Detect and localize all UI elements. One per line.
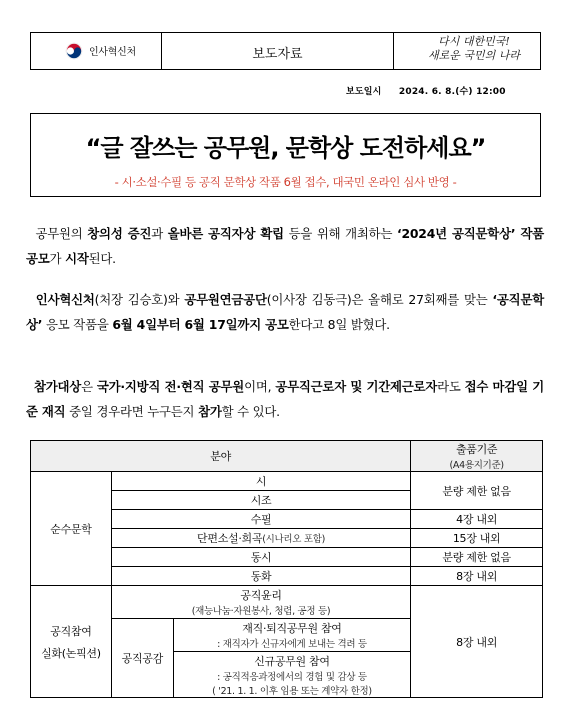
document-type: 보도자료 (252, 47, 303, 62)
slogan-logo: 다시 대한민국! 새로운 국민의 나라 (427, 35, 520, 62)
title-box (30, 113, 541, 197)
genre-cell: 시 (111, 472, 410, 491)
header-box (30, 32, 541, 70)
header-criteria: 출품기준 (A4용지기준) (411, 441, 543, 472)
contest-table (30, 440, 543, 698)
genre-cell: 단편소설·희곡(시나리오 포함) (111, 529, 410, 548)
criteria-cell: 15장 내외 (411, 529, 543, 548)
subcategory-ethics: 공직윤리 (재능나눔·자원봉사, 청렴, 공정 등) (111, 586, 410, 619)
paragraph-2: 인사혁신처(처장 김승호)와 공무원연금공단(이사장 김동극)은 올해로 27회째를 맞는 ‘공직문학상’ 응모 작품을 6월 4일부터 6월 17일까지 공모한다고 8일 밝혔다. (26, 292, 544, 332)
criteria-cell: 분량 제한 없음 (411, 472, 543, 510)
page-subtitle: - 시·소설·수필 등 공직 문학상 작품 6월 접수, 대국민 온라인 심사 반영 - (114, 175, 457, 189)
category-nonfiction: 공직참여 실화(논픽션) (31, 586, 112, 698)
header-field: 분야 (31, 441, 411, 472)
table-header-row (31, 441, 543, 472)
header-divider (393, 33, 394, 69)
release-label: 보도일시 (346, 87, 382, 97)
criteria-cell: 분량 제한 없음 (411, 548, 543, 567)
paragraph-3: 참가대상은 국가·지방직 전·현직 공무원이며, 공무직근로자 및 기간제근로자라도 접수 마감일 기준 재직 중일 경우라면 누구든지 참가할 수 있다. (26, 379, 544, 419)
release-info (346, 84, 506, 97)
paragraph-1: 공무원의 창의성 증진과 올바른 공직자상 확립 등을 위해 개최하는 ‘2024년 공직문학상’ 작품 공모가 시작된다. (26, 226, 544, 266)
genre-cell: 동시 (111, 548, 410, 567)
subcategory-empathy: 공직공감 (111, 619, 173, 698)
page-title: “글 잘쓰는 공무원, 문학상 도전하세요” (85, 134, 486, 162)
agency-name: 인사혁신처 (89, 47, 136, 58)
release-date: 2024. 6. 8.(수) 12:00 (398, 87, 506, 97)
subcategory-retiree: 재직·퇴직공무원 참여 : 재직자가 신규자에게 보내는 격려 등 (173, 619, 411, 652)
criteria-cell: 4장 내외 (411, 510, 543, 529)
government-emblem-icon (65, 42, 83, 60)
criteria-cell: 8장 내외 (411, 567, 543, 586)
subcategory-new-employee: 신규공무원 참여 : 공직적응과정에서의 경험 및 감상 등 ( '21. 1. 1. 이후 임용 또는 계약자 한정) (173, 652, 411, 698)
genre-cell: 수필 (111, 510, 410, 529)
category-pure-literature: 순수문학 (31, 472, 112, 586)
table-row (31, 586, 543, 619)
criteria-cell: 8장 내외 (411, 586, 543, 698)
genre-cell: 시조 (111, 491, 410, 510)
table-row (31, 472, 543, 491)
genre-cell: 동화 (111, 567, 410, 586)
